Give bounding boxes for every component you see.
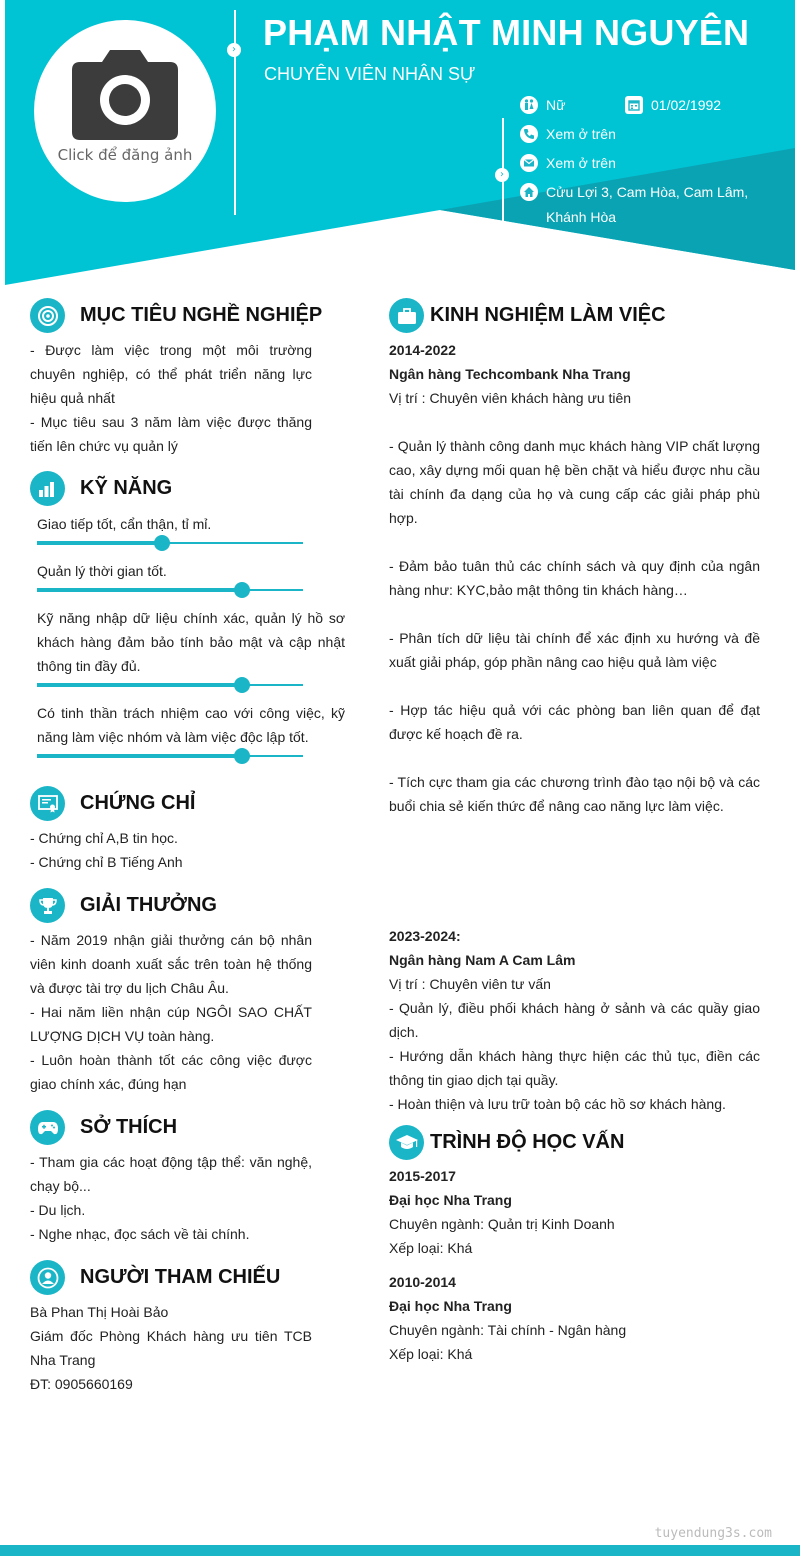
skill-bar (37, 684, 303, 686)
skill-bar (37, 755, 303, 757)
hobby-line: - Tham gia các hoạt động tập thể: văn nghệ, chạy bộ... (30, 1154, 312, 1194)
address-value: Cửu Lợi 3, Cam Hòa, Cam Lâm, Khánh Hòa (546, 184, 749, 225)
hobbies-heading (30, 1110, 177, 1145)
hobby-line: - Nghe nhạc, đọc sách về tài chính. (30, 1226, 250, 1242)
skill-text: Quản lý thời gian tốt. (37, 563, 167, 579)
dob-value: 01/02/1992 (651, 97, 722, 113)
email-info (520, 154, 616, 176)
skill-text: Có tinh thần trách nhiệm cao với công việc, kỹ năng làm việc nhóm và làm việc độc lập tốt. (37, 705, 345, 745)
reference-heading (30, 1260, 280, 1295)
job-duty: - Hoàn thiện và lưu trữ toàn bộ các hồ sơ khách hàng. (389, 1096, 726, 1112)
skill-level-handle (234, 748, 250, 764)
avatar-upload[interactable] (34, 20, 216, 202)
email-value: Xem ở trên (546, 155, 616, 171)
target-icon (30, 298, 65, 333)
certificates-title: CHỨNG CHỈ (80, 792, 196, 814)
calendar-icon (625, 96, 643, 114)
education-major: Chuyên ngành: Tài chính - Ngân hàng (389, 1322, 627, 1338)
gender-info (520, 96, 565, 118)
job-entry (389, 924, 760, 1116)
skill-fill (37, 754, 242, 758)
reference-text (30, 1300, 312, 1396)
education-school: Đại học Nha Trang (389, 1192, 512, 1208)
objective-heading (30, 298, 322, 333)
job-period: 2023-2024: (389, 928, 461, 944)
education-title: TRÌNH ĐỘ HỌC VẤN (430, 1131, 625, 1153)
education-period: 2015-2017 (389, 1168, 456, 1184)
skill-level-handle (234, 677, 250, 693)
objective-text (30, 338, 312, 458)
phone-value: Xem ở trên (546, 126, 616, 142)
address-info (520, 183, 760, 230)
skills-heading (30, 471, 172, 506)
skill-text: Kỹ năng nhập dữ liệu chính xác, quản lý hồ sơ khách hàng đảm bảo tính bảo mật và cập nhật thông tin đầy đủ. (37, 610, 345, 674)
trophy-icon (30, 888, 65, 923)
job-period: 2014-2022 (389, 342, 456, 358)
header-divider (234, 10, 236, 215)
chevron-right-icon: › (227, 43, 241, 57)
reference-line: Giám đốc Phòng Khách hàng ưu tiên TCB Nha Trang (30, 1328, 312, 1368)
skill-fill (37, 541, 162, 545)
hobby-line: - Du lịch. (30, 1202, 86, 1218)
job-duty: - Hướng dẫn khách hàng thực hiện các thủ tục, điền các thông tin giao dịch tại quầy. (389, 1048, 760, 1088)
footer-bar (0, 1545, 800, 1556)
email-icon (520, 154, 538, 172)
certificates-heading (30, 786, 195, 821)
reference-line: Bà Phan Thị Hoài Bảo (30, 1304, 169, 1320)
skill-fill (37, 588, 242, 592)
objective-line: - Mục tiêu sau 3 năm làm việc được thăng tiến lên chức vụ quản lý (30, 414, 312, 454)
job-position: Vị trí : Chuyên viên khách hàng ưu tiên (389, 390, 632, 406)
awards-text (30, 928, 312, 1096)
objective-title: MỤC TIÊU NGHỀ NGHIỆP (80, 304, 323, 326)
job-position: Vị trí : Chuyên viên tư vấn (389, 976, 551, 992)
reference-title: NGƯỜI THAM CHIẾU (80, 1266, 281, 1288)
experience-title: KINH NGHIỆM LÀM VIỆC (430, 304, 666, 326)
job-duty: - Quản lý, điều phối khách hàng ở sảnh và các quầy giao dịch. (389, 1000, 760, 1040)
avatar-upload-label: Click để đăng ảnh (57, 146, 193, 164)
certificates-text (30, 826, 312, 874)
education-grade: Xếp loại: Khá (389, 1240, 473, 1256)
objective-line: - Được làm việc trong một môi trường chuyên nghiệp, có thể phát triển năng lực hiệu quả nhất (30, 342, 312, 406)
hobbies-text (30, 1150, 312, 1246)
skill-text: Giao tiếp tốt, cẩn thận, tỉ mỉ. (37, 516, 212, 532)
reference-line: ĐT: 0905660169 (30, 1376, 133, 1392)
certificate-line: - Chứng chỉ A,B tin học. (30, 830, 178, 846)
award-line: - Năm 2019 nhận giải thưởng cán bộ nhân viên kinh doanh xuất sắc trên toàn hệ thống và được tài trợ du lịch Châu Âu. (30, 932, 312, 996)
skill-level-handle (154, 535, 170, 551)
skill-fill (37, 683, 242, 687)
skill-bar (37, 589, 303, 591)
job-duty: - Quản lý thành công danh mục khách hàng VIP chất lượng cao, xây dựng mối quan hệ bền chặt và hiểu được nhu cầu tài chính đa dạng của họ và cung cấp các giải pháp phù hợp. (389, 438, 760, 526)
experience-heading (389, 298, 666, 333)
gender-icon (520, 96, 538, 114)
chevron-right-icon: › (495, 168, 509, 182)
camera-icon (72, 48, 178, 140)
skills-title: KỸ NĂNG (80, 477, 173, 499)
job-duty: - Tích cực tham gia các chương trình đào tạo nội bộ và các buổi chia sẻ kiến thức để nâng cao năng lực làm việc. (389, 774, 760, 814)
hobbies-title: SỞ THÍCH (80, 1116, 178, 1138)
job-duty: - Đảm bảo tuân thủ các chính sách và quy định của ngân hàng như: KYC,bảo mật thông tin khách hàng… (389, 558, 760, 598)
education-entry (389, 1164, 760, 1260)
education-school: Đại học Nha Trang (389, 1298, 512, 1314)
certificate-icon (30, 786, 65, 821)
certificate-line: - Chứng chỉ B Tiếng Anh (30, 854, 183, 870)
phone-icon (520, 125, 538, 143)
award-line: - Hai năm liền nhận cúp NGÔI SAO CHẤT LƯỢNG DỊCH VỤ toàn hàng. (30, 1004, 312, 1044)
user-icon (30, 1260, 65, 1295)
awards-title: GIẢI THƯỞNG (80, 894, 217, 916)
phone-info (520, 125, 616, 147)
education-grade: Xếp loại: Khá (389, 1346, 473, 1362)
skill-level-handle (234, 582, 250, 598)
education-major: Chuyên ngành: Quản trị Kinh Doanh (389, 1216, 615, 1232)
candidate-title: CHUYÊN VIÊN NHÂN SỰ (264, 64, 476, 84)
gamepad-icon (30, 1110, 65, 1145)
education-heading (389, 1125, 624, 1160)
briefcase-icon (389, 298, 424, 333)
bar-chart-icon (30, 471, 65, 506)
dob-info (625, 96, 721, 118)
award-line: - Luôn hoàn thành tốt các công việc được giao chính xác, đúng hạn (30, 1052, 312, 1092)
job-entry (389, 338, 760, 818)
job-company: Ngân hàng Nam A Cam Lâm (389, 952, 576, 968)
job-company: Ngân hàng Techcombank Nha Trang (389, 366, 631, 382)
graduation-cap-icon (389, 1125, 424, 1160)
candidate-name: PHẠM NHẬT MINH NGUYÊN (263, 12, 750, 53)
awards-heading (30, 888, 217, 923)
job-duty: - Hợp tác hiệu quả với các phòng ban liên quan để đạt được kế hoạch đề ra. (389, 702, 760, 742)
job-duty: - Phân tích dữ liệu tài chính để xác định xu hướng và đề xuất giải pháp, góp phần nâng cao hiệu quả làm việc (389, 630, 760, 670)
home-icon (520, 183, 538, 201)
skill-bar (37, 542, 303, 544)
education-period: 2010-2014 (389, 1274, 456, 1290)
gender-value: Nữ (546, 97, 566, 113)
education-entry (389, 1270, 760, 1366)
watermark: tuyendung3s.com (654, 1526, 772, 1541)
